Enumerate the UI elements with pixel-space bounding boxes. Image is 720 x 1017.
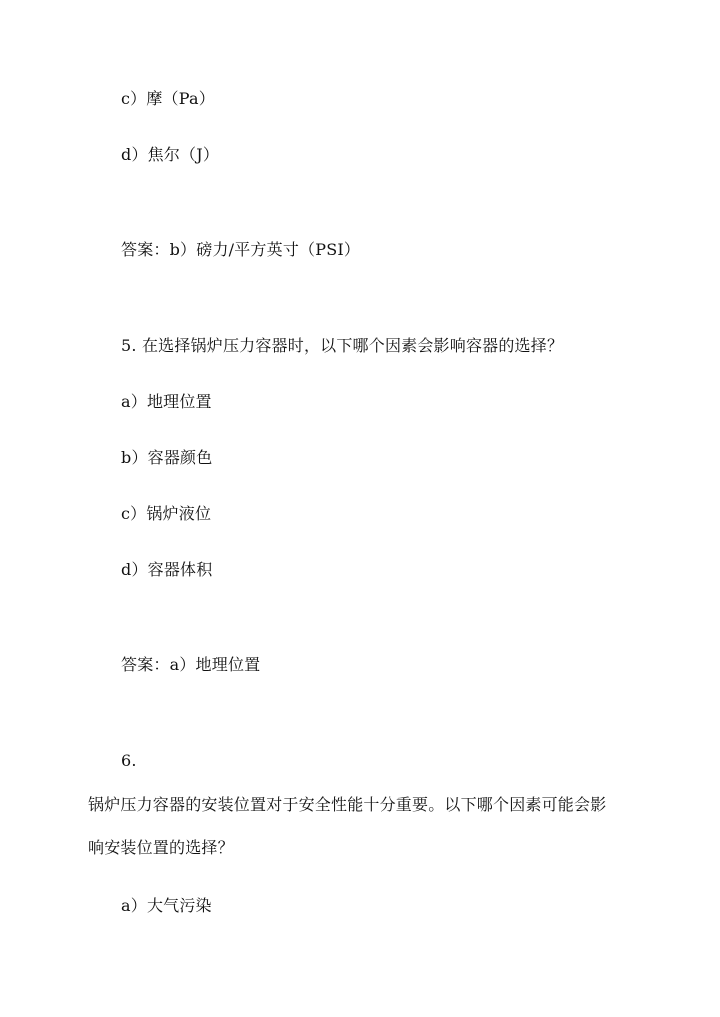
option-c-pressure-unit: c）摩（Pa） bbox=[121, 89, 215, 108]
question-5-option-a: a）地理位置 bbox=[121, 392, 212, 411]
question-6-option-a: a）大气污染 bbox=[121, 896, 212, 915]
question-5-option-c: c）锅炉液位 bbox=[121, 504, 212, 523]
question-6-text-line-2: 响安装位置的选择？ bbox=[88, 838, 234, 857]
answer-question-5: 答案：a）地理位置 bbox=[121, 655, 261, 674]
answer-question-4: 答案：b）磅力/平方英寸（PSI） bbox=[121, 240, 361, 259]
question-6-number: 6. bbox=[121, 751, 137, 770]
question-5-option-d: d）容器体积 bbox=[121, 560, 213, 579]
question-5-option-b: b）容器颜色 bbox=[121, 448, 213, 467]
question-5: 5. 在选择锅炉压力容器时，以下哪个因素会影响容器的选择？ bbox=[121, 336, 564, 355]
question-6-text-line-1: 锅炉压力容器的安装位置对于安全性能十分重要。以下哪个因素可能会影 bbox=[88, 795, 607, 814]
option-d-pressure-unit: d）焦尔（J） bbox=[121, 145, 220, 164]
